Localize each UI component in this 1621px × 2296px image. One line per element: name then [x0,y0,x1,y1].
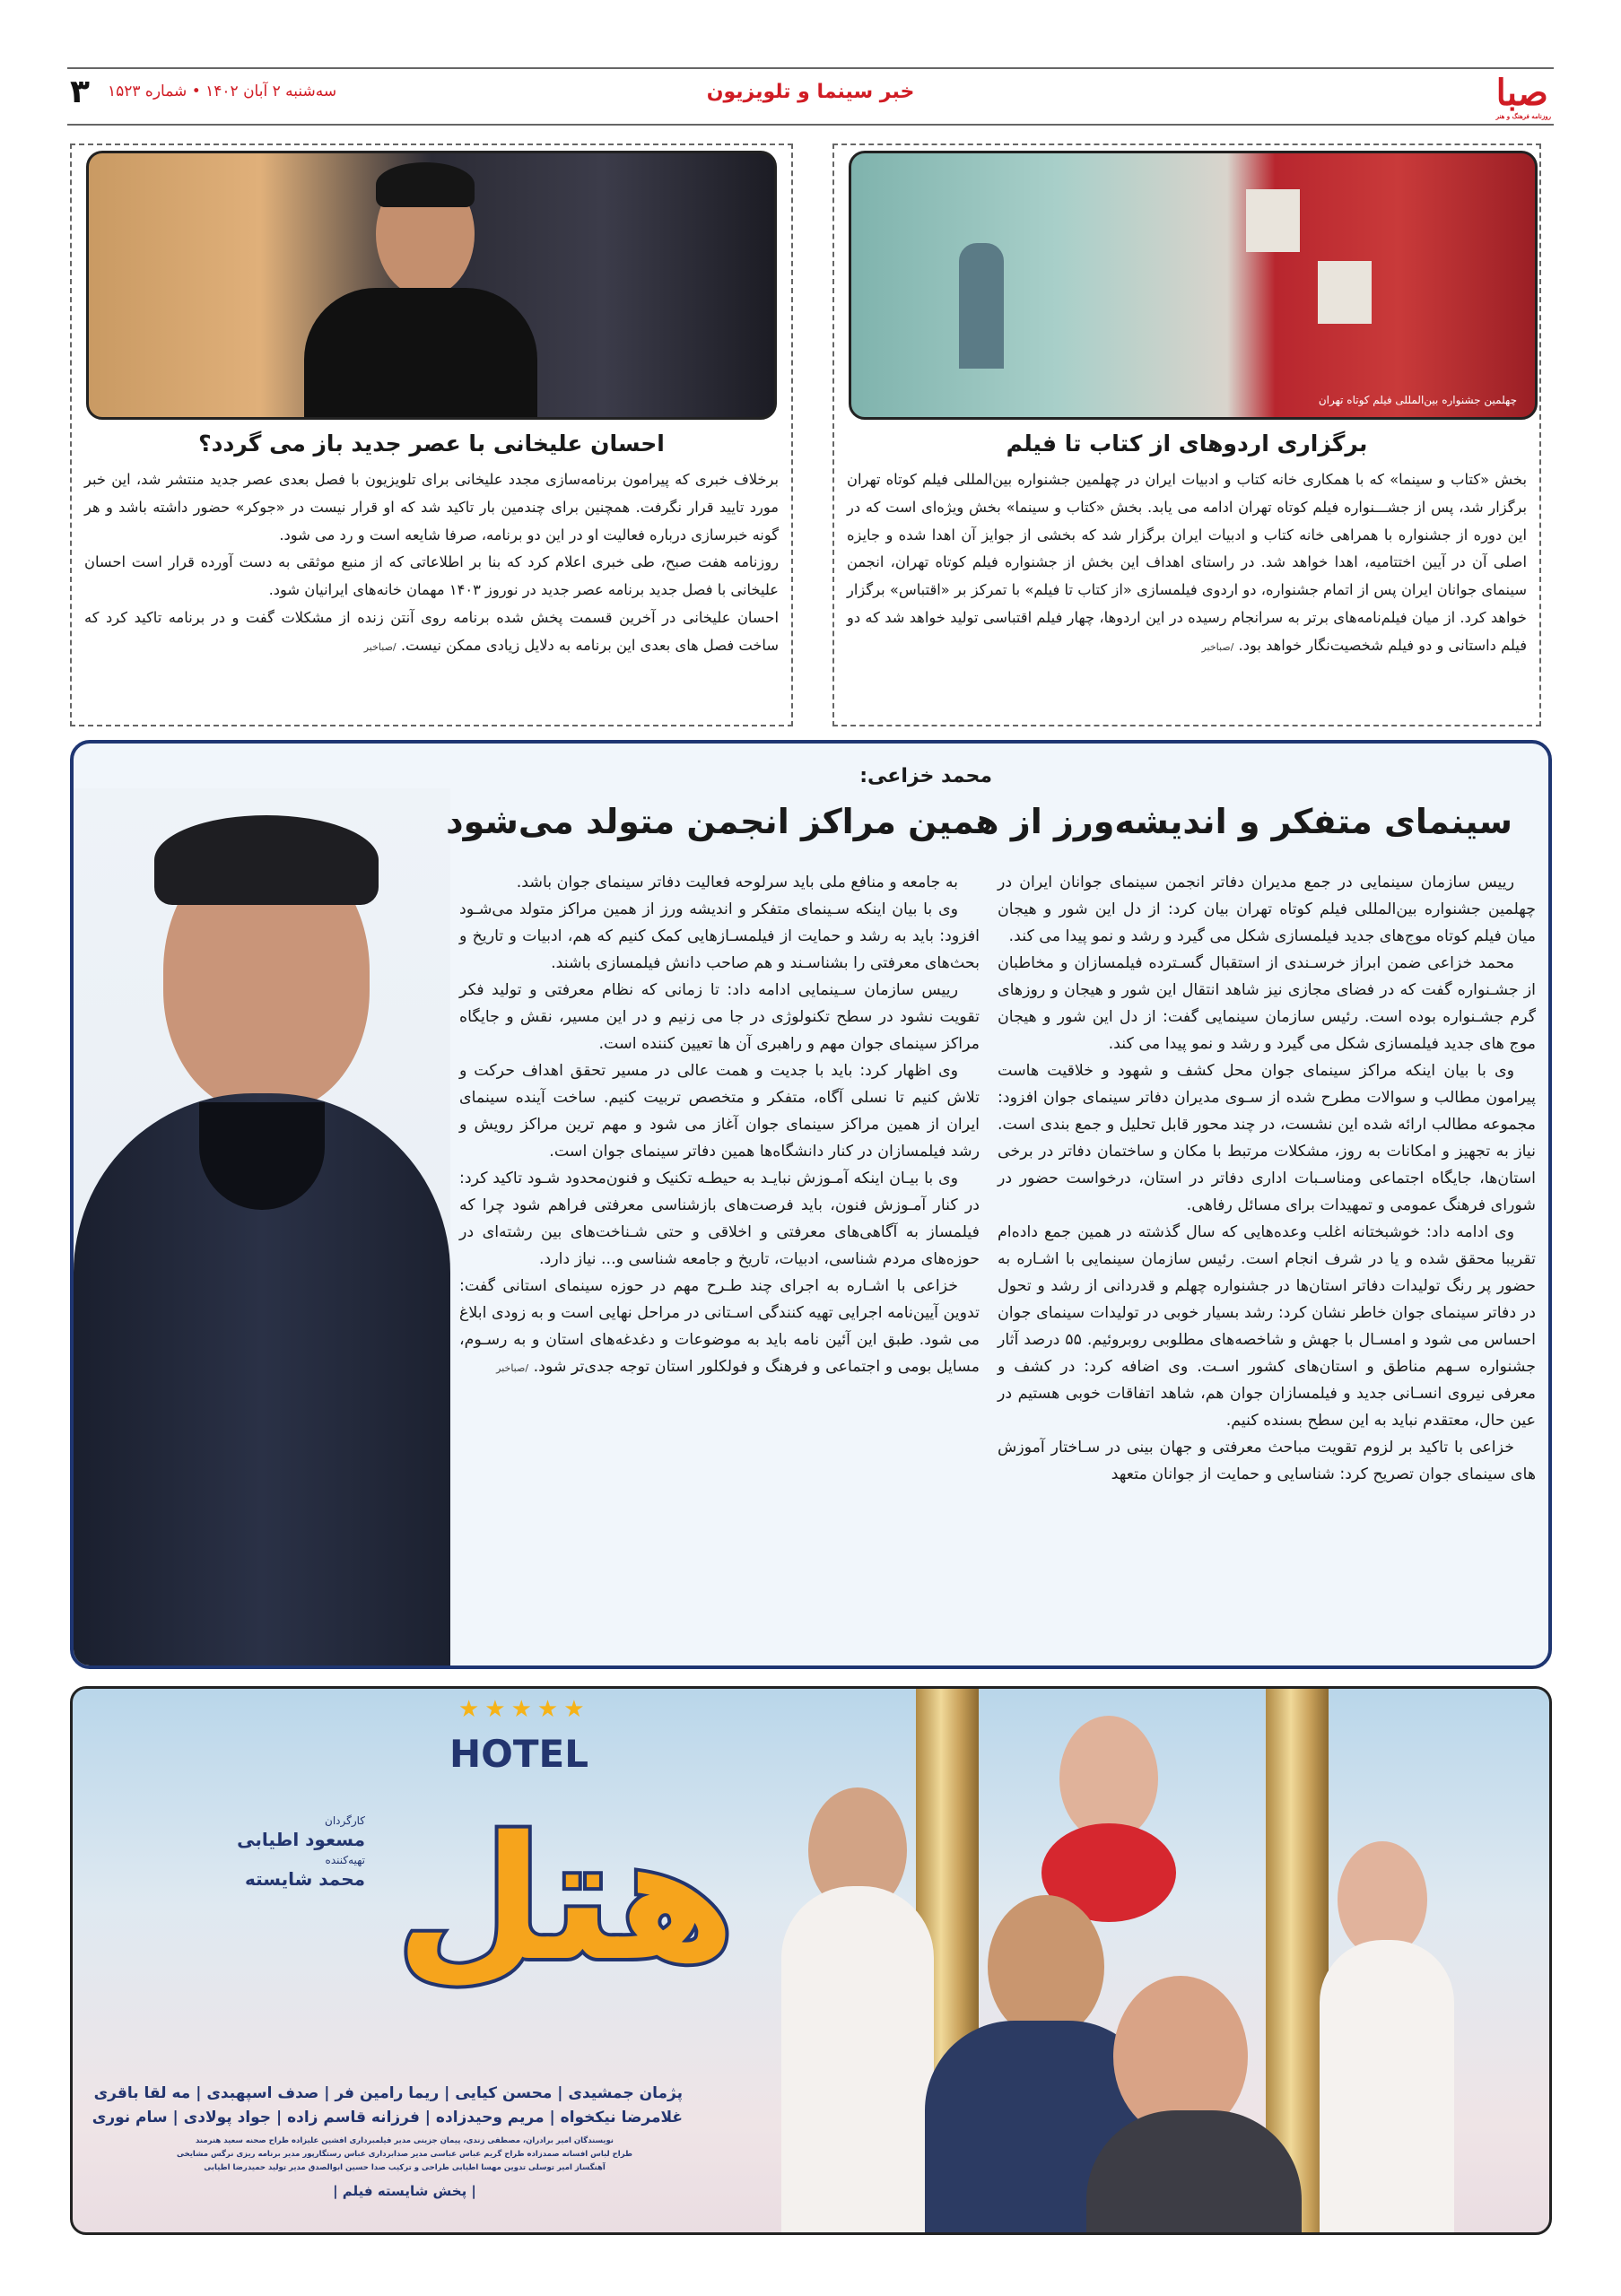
paragraph: وی با بیان اینکه مراکز سینمای جوان محل کشف و شهود و خلاقیت هاست پیرامون مطالب و سوالات مطرح شده از سـوی مدیران دفاتر سینمای جوان افزود: مجموعه مطالب ارائه شده این نشست، در چند محور قابل تحلیل و جمع بندی است. نیاز به تجهیز و امکانات به روز، مشکلات مرتبط با مکان و ساختمان دفاتر در برخی استان‌ها، جایگاه اجتماعی ومناسـبات اداری دفاتر در استان، درخواست حضور در شورای فرهنگ عمومی و تمهیدات برای مسائل رفاهی. [998,1062,1536,1214]
letter-decor [1246,189,1300,252]
hair-shape [376,162,475,207]
actor-face [988,1895,1104,2039]
section-title: خبر سینما و تلویزیون [706,81,915,103]
crew-line-2: طراح لباس افسانه صمدزاده طراح گریم عباس عباسی مدیر صدابرداری عباس رستگارپور مدیر برنامه ریزی نرگس مشایخی [176,2150,633,2159]
paragraph: روزنامه هفت صبح، طی خبری اعلام کرد که بنا بر اطلاعاتی که از منبع موثقی به دست آورده قرار است احسان علیخانی با فصل جدید برنامه عصر جدید در نوروز ۱۴۰۳ مهمان خانه‌های ایرانیان شود. [84,553,779,599]
article-body [847,466,1527,662]
paragraph: رییس سازمان سینمایی در جمع مدیران دفاتر انجمن سینمای جوانان ایران در چهلمین جشنواره بین‌المللی فیلم کوتاه تهران بیان کرد: از دل این شور و هیجان میان فیلم کوتاه موج‌های جدید فیلمسازی شکل می گیرد و رشد و نمو پیدا می کند. [998,874,1536,945]
paragraph: برخلاف خبری که پیرامون برنامه‌سازی مجدد علیخانی برای تلویزیون با فصل بعدی عصر جدید منتشر شد، این خبر مورد تایید قرار نگرفت. همچنین برای چندمین بار تاکید شد که او قرار نیست در «جوکر» حضور داشته باشد و هر گونه خبرسازی درباره فعالیت او در این دو برنامه، صرفا شایعه است و رد می شود. [84,471,779,544]
paragraph: وی با بیان اینکه سـینمای متفکر و اندیشه ورز از همین مراکز متولد می‌شـود افزود: باید به رشد و حمایت از فیلمسـازهایی کمک کنیم که هم، ادبیات و تاریخ و بحث‌های معرفتی را بشناسـند و هم صاحب دانش فیلمسازی باشند. [459,900,980,972]
paragraph: خزاعی با اشـاره به اجرای چند طـرح مهم در حوزه سینمای استانی گفت: تدوین آیین‌نامه اجرایی تهیه کنندگی اسـتانی در مراحل نهایی است و به زودی ابلاغ می شود. طبق این آئین نامه باید به موضوعات و دغدغه‌های استان و به رسـوم، مسایل بومی و اجتماعی و فرهنگ و فولکلور استان توجه جدی‌تر شود. [459,1277,980,1376]
photo-watermark: چهلمین جشنواره بین‌المللی فیلم کوتاه تهران [1318,394,1517,406]
alikhani-photo [86,151,777,420]
crew-line-1: نویسندگان امیر برادران، مصطفی زندی، پیمان جزینی مدیر فیلمبرداری افشین علیزاده طراح صحنه سعید هنرمند [196,2136,614,2145]
interview-headline: سینمای متفکر و اندیشه‌ورز از همین مراکز انجمن متولد می‌شود [446,802,1512,841]
person-silhouette [959,243,1004,369]
stars-icon: ★★★★★ [458,1696,590,1723]
column-right [998,869,1536,1488]
headline: برگزاری اردوهای از کتاب تا فیلم [1006,430,1368,457]
bride-dress [781,1886,934,2235]
title-persian: هتل [396,1800,736,1998]
article-alikhani [70,144,793,726]
producer-label: تهیه‌کننده [325,1854,365,1866]
article-book-to-film [832,144,1541,726]
body-text: بخش «کتاب و سینما» که با همکاری خانه کتاب و ادبیات ایران در چهلمین جشنواره بین‌المللی فیلم کوتاه تهران برگزار شد، پس از جشـــنواره فیلم کوتاه تهران ادامه می یابد. بخش «کتاب و سینما» بخش ویژه‌ای است که در این دوره از جشنواره با همراهی خانه کتاب و ادبیات ایران برگزار شد که بخشی از جوایز آن اهدا شده و جایزه اصلی آن در آیین اختتامیه، اهدا خواهد شد. در راستای اهداف این بخش از جشنواره فیلم کوتاه تهران، انجمن سینمای جوانان ایران پس از اتمام جشنواره، دو اردوی فیلمسازی «از کتاب تا فیلم» با تمرکز بر «اقتباس» برگزار خواهد کرد. از میان فیلم‌نامه‌های برتر به سرانجام رسیده در این اردوها، چهار فیلم اقتباسی تولید خواهد شد که دو فیلم داستانی و دو فیلم شخصیت‌نگار خواهد بود. [847,471,1527,654]
paragraph: به جامعه و منافع ملی باید سرلوحه فعالیت دفاتر سینمای جوان باشد. [516,874,958,891]
interview-article [70,740,1552,1669]
hotel-film-advertisement[interactable] [70,1686,1552,2235]
title-english: HOTEL [449,1732,588,1776]
hair-shape [154,815,379,905]
festival-photo [849,151,1538,420]
logo-text: صبا [1495,72,1548,114]
distributor: | پخش شایسته فیلم | [333,2183,476,2199]
headline: احسان علیخانی با عصر جدید باز می گردد؟ [198,430,665,457]
header-bottom-rule [67,124,1554,126]
khazaei-photo [74,788,450,1669]
cast-line-2: غلامرضا نیکخواه | مریم وحیدزاده | فرزانه قاسم زاده | جواد پولادی | سام نوری [92,2109,683,2126]
producer-name: محمد شایسته [244,1868,365,1890]
source-credit: /صباخبر [1201,640,1234,653]
logo-tagline: روزنامه فرهنگ و هنر [1495,112,1551,120]
actress-center-face [1059,1716,1158,1841]
newspaper-logo[interactable] [1496,74,1551,120]
paragraph: وی با بیـان اینکه آمـوزش نبایـد به حیطـه تکنیک و فنون‌محدود شـود تاکید کرد: در کنار آمـوزش فنون، باید فرصت‌های بازشناسی معرفتی فراهم شود چرا که فیلمساز به آگاهی‌های معرفتی و اخلاقی و حتی شـناخت‌های بین رشته‌ای در حوزه‌های مردم شناسی، ادبیات، تاریخ و جامعه شناسی و... نیاز دارد. [459,1170,980,1268]
header-top-rule [67,67,1554,69]
letter-decor [1318,261,1372,324]
dateline: سه‌شنبه ۲ آبان ۱۴۰۲ • شماره ۱۵۲۳ [108,83,337,100]
paragraph: وی اظهار کرد: باید با جدیت و همت عالی در مسیر تحقق اهداف حرکت و تلاش کنیم تا نسلی آگاه، متفکر و متخصص تربیت کنیم. ساخت آینده سینمای ایران از همین مراکز سینمای جوان آغاز می شود و مهم ترین مراکز رویش و رشد فیلمسازان در کنار دانشگاه‌ها همین دفاتر سینمای جوان است. [459,1062,980,1161]
paragraph: وی ادامه داد: خوشبختانه اغلب وعده‌هایی که سال گذشته در همین جمع داده‌ام تقریبا محقق شده و یا در شرف انجام است. رئیس سازمان سینمایی با اشـاره به حضور پر رنگ تولیدات دفاتر استان‌ها در جشنواره چهلم و قدردانی از رشد و تحول در دفاتر سینمای جوان خاطر نشان کرد: رشد بسیار خوبی در تولیدات سینمای جوان احساس می شود و امسـال با جهش و شاخصه‌های مطلوبی روبروئیم. ۵۵ درصد آثار جشنواره سـهم مناطق و استان‌های کشور اسـت. وی اضافه کرد: در کشف و معرفی نیروی انسـانی جدید و فیلمسازان جوان هم، شاهد اتفاقات خوبی هستیم در عین حال، معتقدم نباید به این سطح بسنده کنیم. [998,1223,1537,1430]
director-label: کارگردان [325,1814,365,1827]
article-body [84,466,779,662]
paragraph: رییس سازمان سـینمایی ادامه داد: تا زمانی که نظام معرفتی و تولید فکر تقویت نشود در سطح تکنولوژی در جا می زنیم و در این مسیر، نقش و جایگاه مراکز سینمای جوان مهم و راهبری آن ها تعیین کننده است. [459,981,980,1053]
paragraph: احسان علیخانی در آخرین قسمت پخش شده برنامه روی آنتن زنده از مشکلات گفت و در برنامه تاکید کرد که ساخت فصل های بعدی این برنامه به دلایل زیادی ممکن نیست. [84,608,779,654]
paragraph: محمد خزاعی ضمن ابراز خرسـندی از استقبال گسـترده فیلمسازان و مخاطبان از جشـنواره گفت که در فضای مجازی نیز شاهد انتقال این شور و هیجان و روزهای گرم جشـنواره بوده است. رئیس سازمان سینمایی گفت: از دل این شور و هیجان موج های جدید فیلمسازی شکل می گیرد و رشد و نمو پیدا می کند. [998,954,1536,1053]
cast-line-1: پژمان جمشیدی | محسن کیایی | ریما رامین فر | صدف اسپهبدی | مه لقا باقری [93,2084,683,2102]
source-credit: /صباخبر [496,1362,529,1374]
paragraph: خزاعی با تاکید بر لزوم تقویت مباحث معرفتی و جهان بینی در سـاختار آموزش های سینمای جوان تصریح کرد: شناسایی و حمایت از جوانان متعهد [998,1439,1536,1483]
bride-dress [1320,1940,1454,2235]
suit-shape [304,288,537,420]
director-name: مسعود اطیابی [237,1829,365,1850]
page-number: ۳ [70,74,90,110]
interview-kicker: محمد خزاعی: [859,765,992,787]
crew-line-3: آهنگساز امیر توسلی تدوین مهسا اطیابی طراحی و ترکیب صدا حسین ابوالصدق مدیر تولید حمیدرضا اطیابی [204,2163,606,2172]
source-credit: /صباخبر [363,640,397,653]
column-left [459,869,980,1382]
